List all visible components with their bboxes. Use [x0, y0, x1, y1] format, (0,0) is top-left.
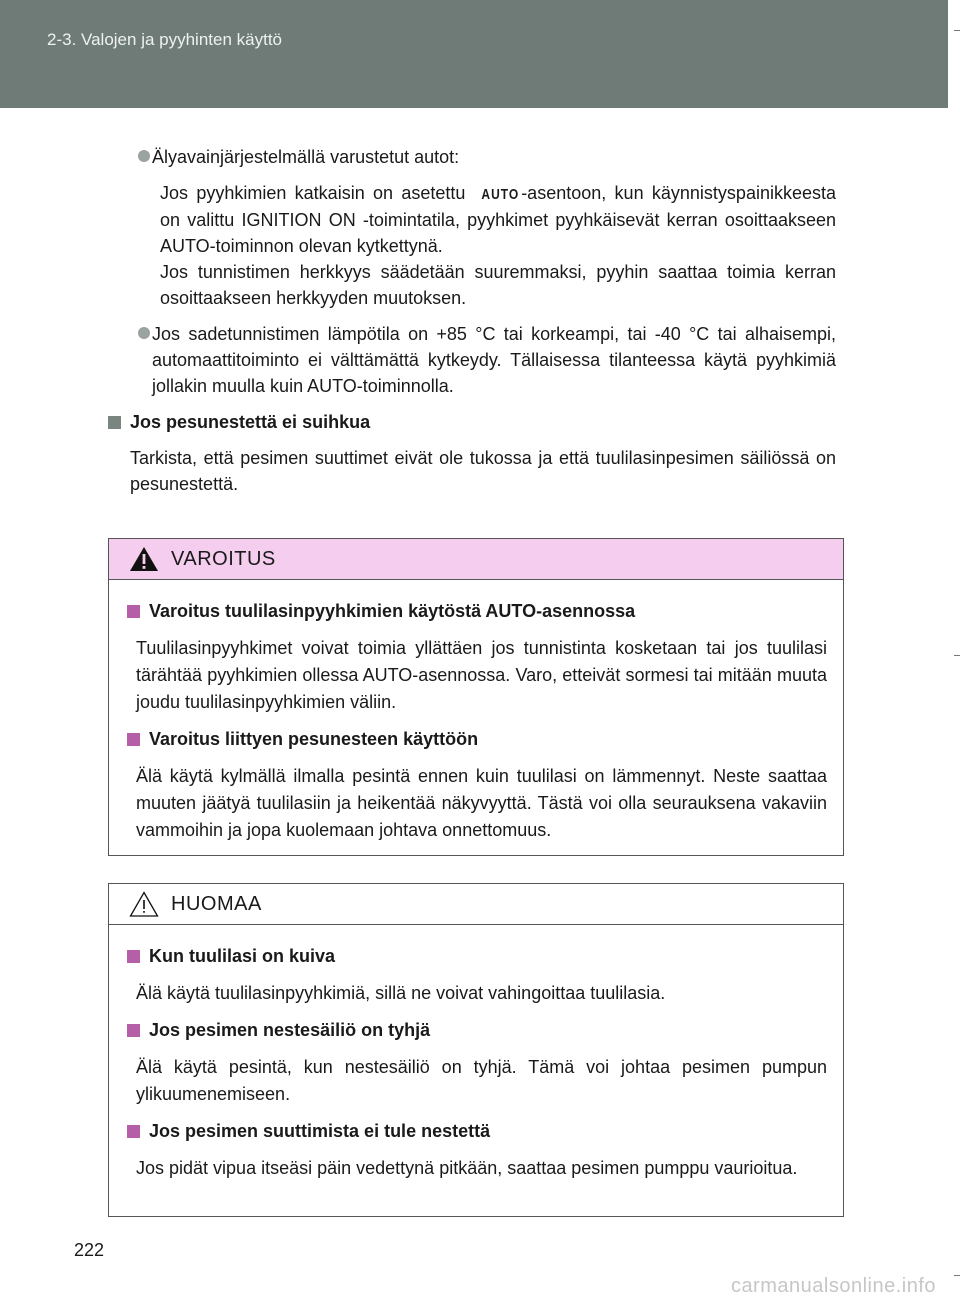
para-text: Jos pyyhkimien katkaisin on asetettu — [160, 183, 466, 203]
bullet-text: Jos sadetunnistimen lämpötila on +85 °C tai korkeampi, tai -40 °C tai alhaisempi, automaattitoiminto ei välttämättä kytkeydy. Tällaisessa tilanteessa käytä pyyhkimiä jollakin muulla kuin AUTO-toiminnolla. — [152, 324, 836, 396]
square-bullet-icon — [127, 950, 140, 963]
notice-body — [109, 925, 843, 1182]
warning-item-text: Älä käytä kylmällä ilmalla pesintä ennen kuin tuulilasi on lämmennyt. Neste saattaa muuten jäätyä tuulilasiin ja heikentää näkyvyyttä. Tästä voi olla seurauksena vakaviin vammoihin ja jopa kuolemaan johtava onnettomuus. — [136, 766, 827, 840]
page-header — [0, 0, 948, 108]
page-number: 222 — [74, 1240, 105, 1260]
notice-item-text: Älä käytä pesintä, kun nestesäiliö on tyhjä. Tämä voi johtaa pesimen pumpun ylikuumenemiseen. — [136, 1057, 827, 1104]
edge-mark — [954, 1275, 960, 1276]
washer-title: Jos pesunestettä ei suihkua — [130, 412, 371, 432]
edge-mark — [954, 655, 960, 656]
bullet-item — [108, 144, 836, 170]
notice-item-text: Jos pidät vipua itseäsi päin vedettynä pitkään, saattaa pesimen pumppu vaurioitua. — [136, 1158, 798, 1178]
item-title-text: Jos pesimen nestesäiliö on tyhjä — [149, 1020, 431, 1040]
square-bullet-icon — [108, 416, 121, 429]
caution-triangle-icon — [129, 891, 159, 917]
notice-item-text: Älä käytä tuulilasinpyyhkimiä, sillä ne voivat vahingoittaa tuulilasia. — [136, 983, 666, 1003]
item-title-text: Jos pesimen suuttimista ei tule nestettä — [149, 1121, 491, 1141]
section-title: 2-3. Valojen ja pyyhinten käyttö — [47, 30, 282, 49]
notice-item-title — [127, 1118, 827, 1145]
item-title-text: Varoitus liittyen pesunesteen käyttöön — [149, 729, 479, 749]
bullet-item — [108, 321, 836, 399]
square-bullet-icon — [127, 733, 140, 746]
item-title-text: Varoitus tuulilasinpyyhkimien käytöstä AUTO-asennossa — [149, 601, 636, 621]
bullet-dot-icon — [138, 327, 150, 339]
bullet-paragraph: Jos tunnistimen herkkyys säädetään suuremmaksi, pyyhin saattaa toimia kerran osoittaakseen herkkyyden muutoksen. — [160, 262, 836, 308]
washer-heading — [108, 409, 836, 435]
notice-item-title — [127, 1017, 827, 1044]
warning-body — [109, 580, 843, 844]
warning-item-text: Tuulilasinpyyhkimet voivat toimia yllättäen jos tunnistinta kosketaan tai jos tuulilasi tärähtää pyyhkimien ollessa AUTO-asennossa. Varo, etteivät sormesi tai mitään muuta joudu tuulilasinpyyhkimien väliin. — [136, 638, 827, 712]
square-bullet-icon — [127, 605, 140, 618]
washer-text: Tarkista, että pesimen suuttimet eivät ole tukossa ja että tuulilasinpesimen säiliössä on pesunestettä. — [130, 448, 836, 494]
edge-mark — [954, 30, 960, 31]
warning-item-title — [127, 726, 827, 753]
notice-header — [109, 884, 843, 925]
warning-box — [108, 538, 844, 856]
warning-header — [109, 539, 843, 580]
warning-triangle-icon — [129, 546, 159, 572]
square-bullet-icon — [127, 1024, 140, 1037]
bullet-lead: Älyavainjärjestelmällä varustetut autot: — [152, 147, 460, 167]
notice-item-title — [127, 943, 827, 970]
bullet-paragraph — [108, 180, 836, 259]
auto-icon: AUTO — [481, 185, 520, 203]
notice-box — [108, 883, 844, 1217]
notice-title: HUOMAA — [171, 893, 262, 915]
item-title-text: Kun tuulilasi on kuiva — [149, 946, 336, 966]
warning-item-title — [127, 598, 827, 625]
square-bullet-icon — [127, 1125, 140, 1138]
main-content — [108, 144, 836, 497]
bullet-dot-icon — [138, 150, 150, 162]
watermark: carmanualsonline.info — [730, 1275, 936, 1297]
para-text: -asentoon, kun käynnistyspainikkeesta on valittu IGNITION ON -toimintatila, pyyhkimet pyyhkäisevät kerran osoittaakseen AUTO-toiminnon olevan kytkettynä. — [160, 183, 836, 256]
warning-title: VAROITUS — [171, 548, 276, 570]
